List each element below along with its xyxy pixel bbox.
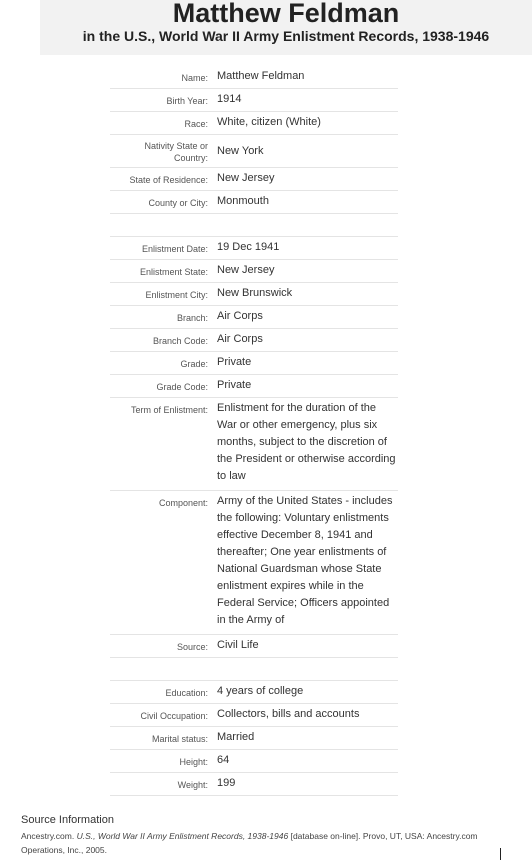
row-marital-status	[110, 727, 398, 750]
field-value: 64	[217, 754, 230, 766]
field-label: State of Residence:	[129, 175, 208, 185]
row-residence	[110, 168, 398, 191]
row-branch	[110, 306, 398, 329]
row-spacer	[110, 214, 398, 237]
field-label: Branch:	[176, 313, 208, 323]
citation-prefix: Ancestry.com.	[21, 831, 77, 841]
field-label: Height:	[179, 757, 208, 767]
field-label: Education:	[165, 688, 208, 698]
row-education	[110, 681, 398, 704]
field-value: New Jersey	[217, 264, 275, 276]
row-component	[110, 491, 398, 635]
field-value: 199	[217, 777, 236, 789]
field-value: New Brunswick	[217, 287, 293, 299]
page-title: Matthew Feldman	[172, 0, 400, 28]
row-weight	[110, 773, 398, 796]
field-label: Term of Enlistment:	[130, 405, 208, 415]
field-label: Component:	[158, 498, 208, 508]
field-value: Air Corps	[217, 310, 263, 322]
field-value: Private	[217, 356, 252, 368]
record-table	[110, 66, 398, 796]
row-county	[110, 191, 398, 214]
field-value: Matthew Feldman	[217, 70, 305, 82]
field-label: Race:	[184, 119, 208, 129]
field-label: Nativity State or Country:	[144, 141, 208, 163]
source-heading: Source Information	[21, 814, 114, 826]
row-enlistment-state	[110, 260, 398, 283]
field-value: White, citizen (White)	[217, 116, 321, 128]
field-value: Air Corps	[217, 333, 263, 345]
row-civil-occupation	[110, 704, 398, 727]
field-label: Enlistment State:	[139, 267, 208, 277]
row-nativity	[110, 135, 398, 168]
field-label: Source:	[176, 642, 208, 652]
field-value: Collectors, bills and accounts	[217, 708, 360, 720]
text-cursor	[500, 848, 501, 860]
field-value: Married	[217, 731, 255, 743]
row-height	[110, 750, 398, 773]
record-header	[40, 0, 532, 55]
row-spacer	[110, 658, 398, 681]
field-label: Enlistment City:	[145, 290, 208, 300]
row-race	[110, 112, 398, 135]
field-label: Birth Year:	[166, 96, 208, 106]
row-branch-code	[110, 329, 398, 352]
field-value: 19 Dec 1941	[217, 241, 280, 253]
field-value: 1914	[217, 93, 242, 105]
field-label: Grade:	[180, 359, 208, 369]
field-label: County or City:	[148, 198, 208, 208]
row-enlistment-date	[110, 237, 398, 260]
field-label: Name:	[181, 73, 208, 83]
collection-subtitle: in the U.S., World War II Army Enlistment Records, 1938-1946	[82, 28, 490, 44]
field-value: Civil Life	[217, 639, 259, 651]
source-citation	[21, 829, 521, 857]
field-label: Marital status:	[151, 734, 208, 744]
citation-title: U.S., World War II Army Enlistment Records, 1938-1946	[76, 831, 289, 841]
field-label: Civil Occupation:	[140, 711, 208, 721]
row-birth-year	[110, 89, 398, 112]
field-value: 4 years of college	[217, 685, 304, 697]
field-label: Grade Code:	[156, 382, 208, 392]
row-term-of-enlistment	[110, 398, 398, 491]
field-value: Monmouth	[217, 195, 269, 207]
row-grade	[110, 352, 398, 375]
row-enlistment-city	[110, 283, 398, 306]
field-label: Enlistment Date:	[141, 244, 208, 254]
row-name	[110, 66, 398, 89]
citation-suffix: [database on-line]. Provo, UT, USA: Ancestry.com Operations, Inc., 2005.	[21, 831, 478, 855]
field-value: Private	[217, 379, 252, 391]
row-source	[110, 635, 398, 658]
field-label: Branch Code:	[152, 336, 208, 346]
row-grade-code	[110, 375, 398, 398]
source-information	[21, 813, 521, 857]
field-value: Enlistment for the duration of the War or other emergency, plus six months, subject to the discretion of the President or otherwise according to law	[217, 402, 396, 482]
field-value: New York	[217, 145, 264, 157]
field-label: Weight:	[177, 780, 208, 790]
field-value: Army of the United States - includes the following: Voluntary enlistments effective December 8, 1941 and thereafter; One year enlistments of National Guardsman whose State enlistment expires while in the Federal Service; Officers appointed in the Army of	[217, 495, 393, 626]
field-value: New Jersey	[217, 172, 275, 184]
